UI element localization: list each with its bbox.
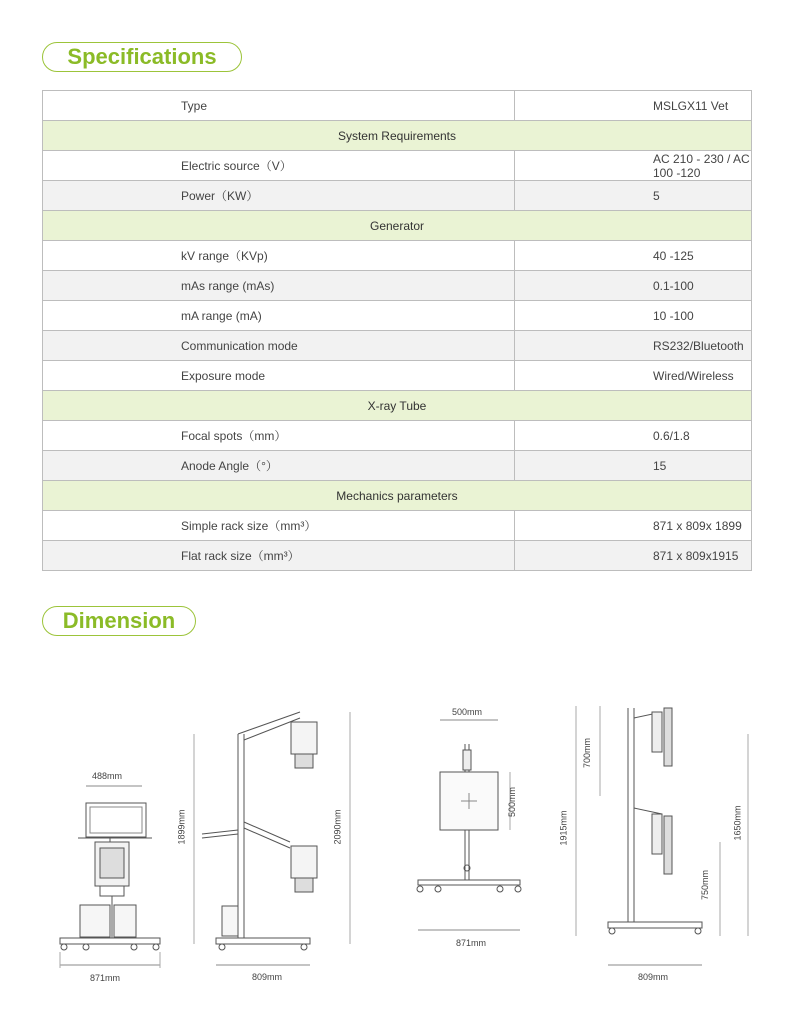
- spec-label: Flat rack size（mm³）: [43, 541, 515, 571]
- d4-lower-height-label: 750mm: [700, 869, 711, 901]
- d2-bottom-width-label: 809mm: [252, 972, 283, 982]
- specifications-title: Specifications: [42, 42, 242, 72]
- spec-label: Exposure mode: [43, 361, 515, 391]
- spec-group-title: Generator: [43, 211, 752, 241]
- spec-label: Simple rack size（mm³）: [43, 511, 515, 541]
- d3-top-width-label: 500mm: [452, 707, 483, 717]
- spec-value: 5: [515, 181, 752, 211]
- spec-label: Anode Angle（°）: [43, 451, 515, 481]
- spec-value: Wired/Wireless: [515, 361, 752, 391]
- side-view-simple-rack: [194, 712, 350, 965]
- spec-value: 871 x 809x 1899: [515, 511, 752, 541]
- front-view-simple-rack: [60, 786, 160, 968]
- d3-bottom-width-label: 871mm: [456, 938, 487, 948]
- spec-group-title: Mechanics parameters: [43, 481, 752, 511]
- spec-label: Type: [43, 91, 515, 121]
- spec-value: MSLGX11 Vet: [515, 91, 752, 121]
- spec-value: 10 -100: [515, 301, 752, 331]
- spec-value: 871 x 809x1915: [515, 541, 752, 571]
- spec-value: 40 -125: [515, 241, 752, 271]
- spec-group-title: X-ray Tube: [43, 391, 752, 421]
- d4-height-left-label: 1915mm: [558, 810, 569, 846]
- spec-label: Power（KW）: [43, 181, 515, 211]
- spec-label: Electric source（V）: [43, 151, 515, 181]
- spec-value: 15: [515, 451, 752, 481]
- spec-value: RS232/Bluetooth: [515, 331, 752, 361]
- spec-value: AC 210 - 230 / AC 100 -120: [515, 151, 752, 181]
- d2-height-right-label: 2090mm: [332, 809, 343, 845]
- spec-label: mA range (mA): [43, 301, 515, 331]
- d2-height-left-label: 1899mm: [176, 809, 187, 845]
- d4-bottom-width-label: 809mm: [638, 972, 669, 982]
- spec-label: mAs range (mAs): [43, 271, 515, 301]
- dimension-title: Dimension: [42, 606, 196, 636]
- spec-label: kV range（KVp): [43, 241, 515, 271]
- spec-value: 0.6/1.8: [515, 421, 752, 451]
- d1-top-width-label: 488mm: [92, 771, 123, 781]
- spec-group-title: System Requirements: [43, 121, 752, 151]
- d3-side-height-label: 500mm: [507, 786, 518, 818]
- d4-upper-height-label: 700mm: [582, 737, 593, 769]
- spec-label: Focal spots（mm）: [43, 421, 515, 451]
- d1-bottom-width-label: 871mm: [90, 973, 121, 983]
- side-view-flat-rack: [576, 706, 748, 965]
- spec-label: Communication mode: [43, 331, 515, 361]
- d4-right-height-label: 1650mm: [732, 805, 743, 841]
- spec-value: 0.1-100: [515, 271, 752, 301]
- front-view-flat-rack: [417, 720, 521, 930]
